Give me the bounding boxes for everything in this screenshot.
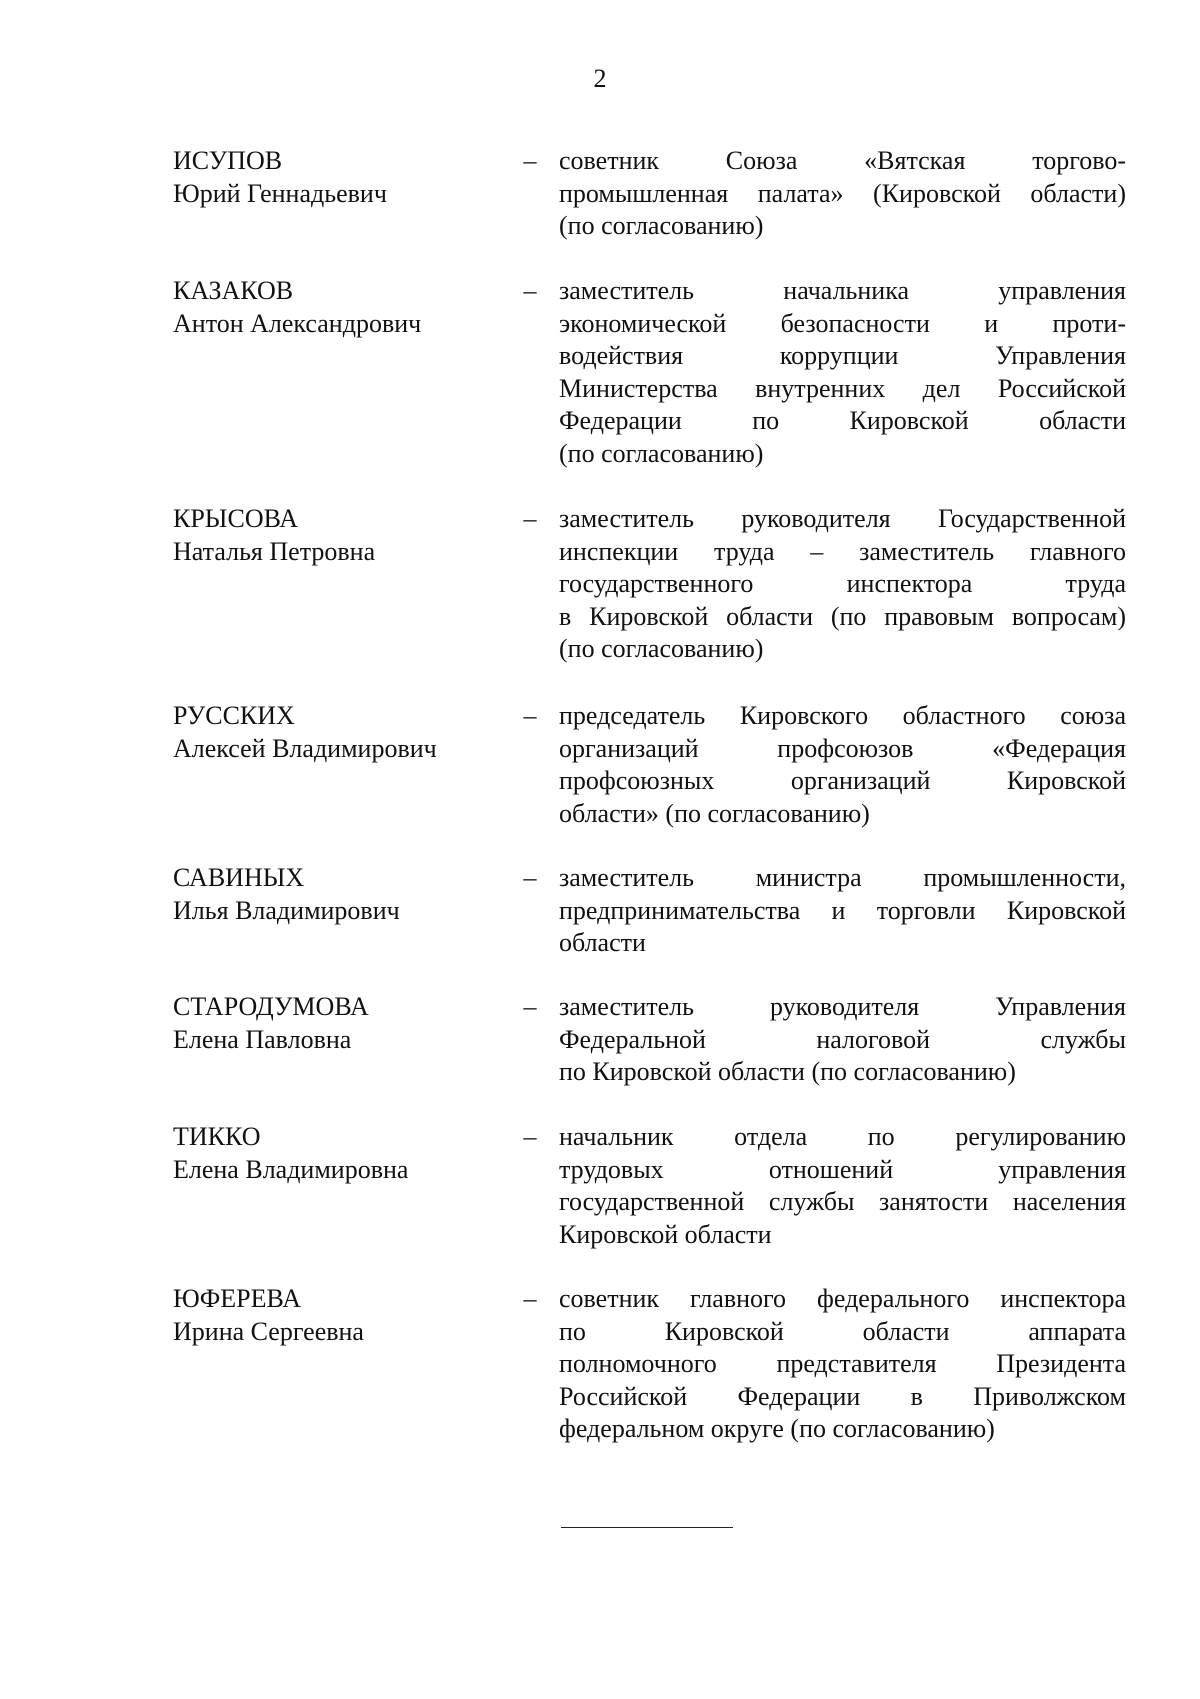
position-line: (по согласованию) — [559, 634, 764, 663]
position-line: Кировской области — [559, 1219, 772, 1249]
position-line: Российской Федерации в Приволжском — [559, 1381, 1126, 1411]
member-given-names: Юрий Геннадьевич — [173, 178, 387, 208]
position-line: (по согласованию) — [559, 211, 764, 240]
position-line: инспекции труда – заместитель главного — [559, 536, 1126, 566]
member-given-names: Елена Павловна — [173, 1024, 352, 1054]
member-given-names: Алексей Владимирович — [173, 733, 437, 763]
member-position — [559, 991, 1126, 1089]
position-line: советник Союза «Вятская торгово- — [559, 146, 1126, 175]
position-line: заместитель руководителя Государственной — [559, 504, 1126, 533]
member-surname: РУССКИХ — [173, 701, 295, 730]
member-surname: КРЫСОВА — [173, 504, 299, 533]
position-line: в Кировской области (по правовым вопросам) — [559, 601, 1126, 631]
member-name — [173, 1121, 503, 1186]
position-line: Федерации по Кировской области — [559, 406, 1126, 435]
member-position — [559, 503, 1126, 666]
position-line: заместитель руководителя Управления — [559, 992, 1126, 1021]
member-name — [173, 275, 503, 340]
position-line: предпринимательства и торговли Кировской — [559, 895, 1126, 925]
position-line: профсоюзных организаций Кировской — [559, 766, 1126, 795]
member-dash: – — [523, 1284, 537, 1313]
member-given-names: Елена Владимировна — [173, 1154, 409, 1184]
position-line: области» (по согласованию) — [559, 798, 870, 828]
member-position — [559, 862, 1126, 960]
closing-rule — [561, 1527, 733, 1528]
position-line: заместитель министра промышленности, — [559, 863, 1126, 892]
member-name — [173, 991, 503, 1056]
member-name — [173, 700, 503, 765]
member-position — [559, 1121, 1126, 1251]
member-name — [173, 145, 503, 210]
member-surname: КАЗАКОВ — [173, 276, 294, 305]
member-dash: – — [523, 504, 537, 533]
position-line: промышленная палата» (Кировской области) — [559, 178, 1126, 208]
member-surname: ТИККО — [173, 1122, 261, 1151]
member-dash: – — [523, 992, 537, 1021]
member-position — [559, 1283, 1126, 1446]
member-given-names: Ирина Сергеевна — [173, 1316, 364, 1346]
position-line: государственного инспектора труда — [559, 569, 1126, 598]
member-surname: СТАРОДУМОВА — [173, 992, 369, 1021]
position-line: советник главного федерального инспектора — [559, 1284, 1126, 1313]
member-surname: САВИНЫХ — [173, 863, 305, 892]
position-line: начальник отдела по регулированию — [559, 1122, 1126, 1151]
member-given-names: Наталья Петровна — [173, 536, 376, 566]
position-line: трудовых отношений управления — [559, 1154, 1126, 1184]
page-number: 2 — [593, 64, 607, 93]
position-line: председатель Кировского областного союза — [559, 701, 1126, 730]
member-surname: ЮФЕРЕВА — [173, 1284, 301, 1313]
member-name — [173, 862, 503, 927]
position-line: федеральном округе (по согласованию) — [559, 1414, 995, 1443]
member-dash: – — [523, 701, 537, 730]
position-line: экономической безопасности и проти- — [559, 308, 1126, 338]
position-line: организаций профсоюзов «Федерация — [559, 733, 1126, 763]
member-surname: ИСУПОВ — [173, 146, 283, 175]
position-line: водействия коррупции Управления — [559, 341, 1126, 370]
member-position — [559, 145, 1126, 243]
position-line: Министерства внутренних дел Российской — [559, 373, 1126, 403]
member-dash: – — [523, 276, 537, 305]
position-line: области — [559, 928, 646, 957]
member-position — [559, 275, 1126, 470]
position-line: по Кировской области аппарата — [559, 1316, 1126, 1346]
member-dash: – — [523, 1122, 537, 1151]
position-line: заместитель начальника управления — [559, 276, 1126, 305]
member-name — [173, 503, 503, 568]
position-line: полномочного представителя Президента — [559, 1349, 1126, 1378]
position-line: Федеральной налоговой службы — [559, 1024, 1126, 1054]
member-dash: – — [523, 863, 537, 892]
member-name — [173, 1283, 503, 1348]
position-line: по Кировской области (по согласованию) — [559, 1057, 1016, 1086]
member-given-names: Антон Александрович — [173, 308, 422, 338]
member-dash: – — [523, 146, 537, 175]
member-position — [559, 700, 1126, 830]
member-given-names: Илья Владимирович — [173, 895, 400, 925]
position-line: государственной службы занятости населения — [559, 1187, 1126, 1216]
position-line: (по согласованию) — [559, 438, 764, 468]
